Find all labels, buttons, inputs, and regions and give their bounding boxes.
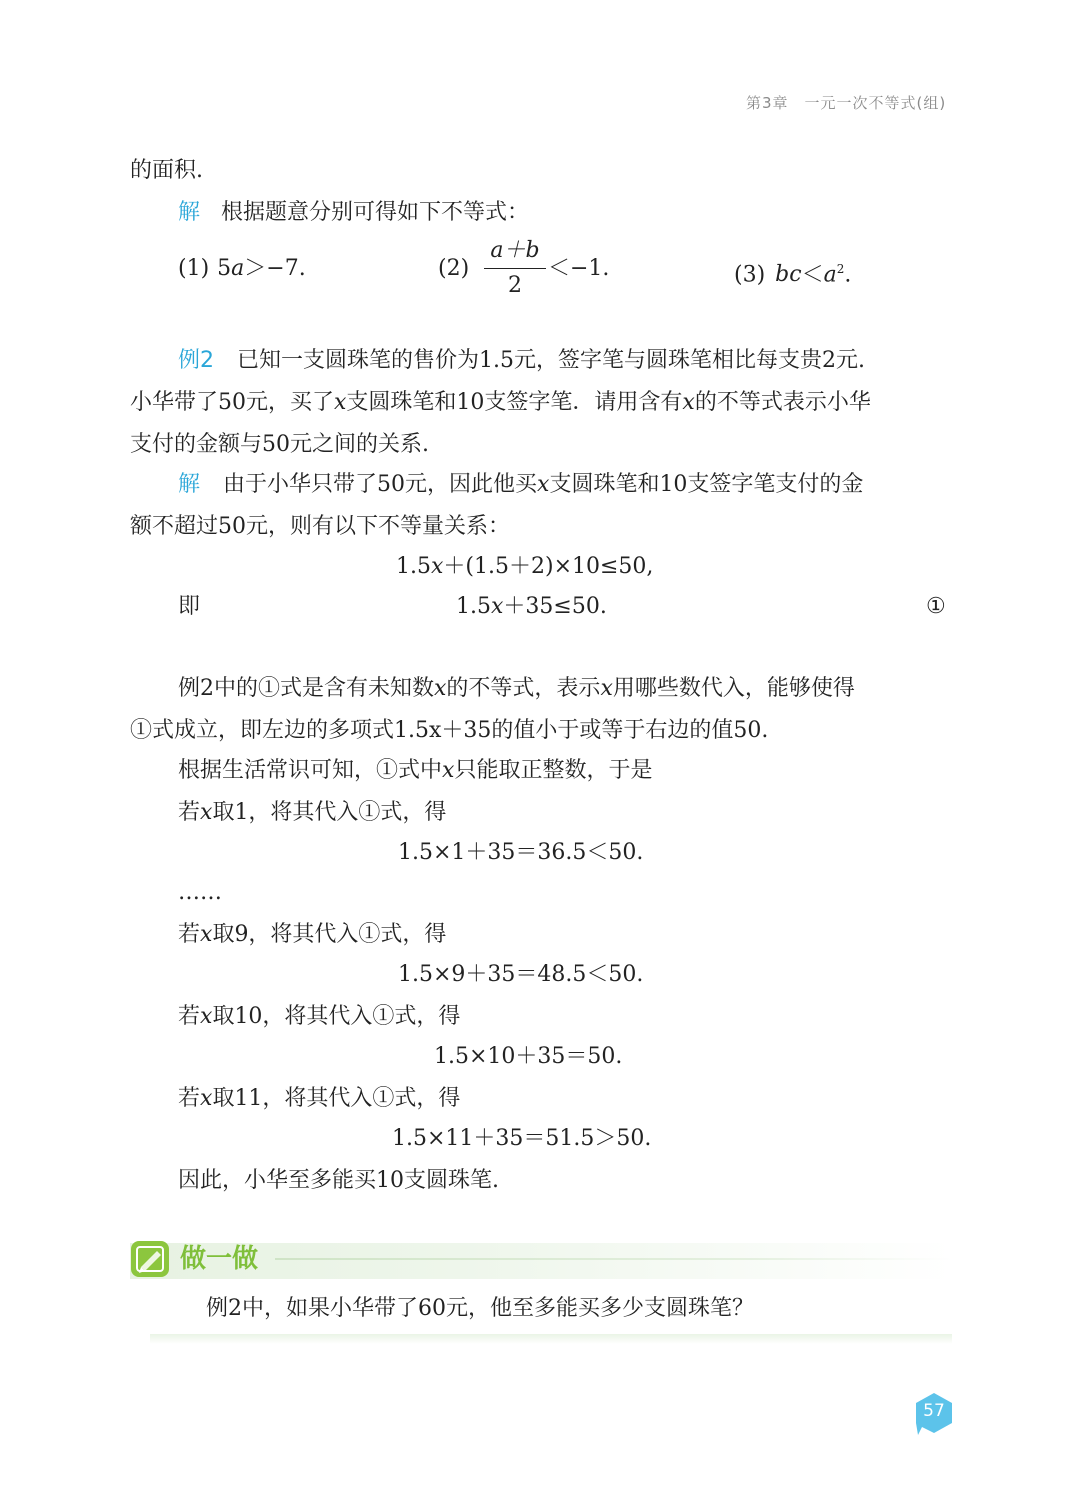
- solution-1: [178, 198, 529, 228]
- chapter-header: 第3章 一元一次不等式(组): [746, 94, 947, 112]
- equation-1: 1.5x＋(1.5＋2)×10≤50,: [396, 554, 654, 579]
- body-para1: 例2中的①式是含有未知数x的不等式，表示x用哪些数代入，能够使得: [178, 676, 855, 701]
- ellipsis: ……: [178, 880, 222, 905]
- eval-1: 1.5×1＋35＝36.5＜50.: [398, 840, 644, 865]
- case-10: 若x取10，将其代入①式，得: [178, 1004, 461, 1029]
- solution-2-line1: 解 由于小华只带了50元，因此他买x支圆珠笔和10支签字笔支付的金: [178, 472, 864, 497]
- solution-keyword: 解: [178, 200, 201, 225]
- example-keyword: 例2: [178, 348, 214, 373]
- equation-marker: ①: [926, 594, 946, 619]
- inequality-3: (3) $bc<a^2$.: [734, 262, 852, 288]
- activity-title: 做一做: [180, 1244, 259, 1274]
- case-1: 若x取1，将其代入①式，得: [178, 800, 447, 825]
- body-para2: ①式成立，即左边的多项式1.5x＋35的值小于或等于右边的值50.: [130, 718, 769, 743]
- conclusion: 因此，小华至多能买10支圆珠笔.: [178, 1168, 499, 1193]
- example-2-line1: 例2 已知一支圆珠笔的售价为1.5元，签字笔与圆珠笔相比每支贵2元.: [178, 348, 865, 373]
- equation-2: 1.5x＋35≤50.: [456, 594, 607, 619]
- inequality-1: (1) 5a＞−7.: [178, 256, 306, 281]
- ji-label: 即: [178, 594, 201, 619]
- activity-bottom-band: [150, 1334, 952, 1344]
- inequality-2-rest: ＜−1.: [548, 256, 610, 281]
- example-2-line3: 支付的金额与50元之间的关系.: [130, 432, 429, 457]
- line-text: 的面积.: [130, 158, 203, 183]
- fraction: [484, 236, 546, 301]
- case-9: 若x取9，将其代入①式，得: [178, 922, 447, 947]
- fraction-numerator: a＋b: [490, 238, 540, 263]
- body-para3: 根据生活常识可知，①式中x只能取正整数，于是: [178, 758, 653, 783]
- page-number-badge: [912, 1391, 956, 1437]
- eval-9: 1.5×9＋35＝48.5＜50.: [398, 962, 644, 987]
- activity-line: [275, 1258, 952, 1260]
- eval-11: 1.5×11＋35＝51.5＞50.: [392, 1126, 652, 1151]
- eval-10: 1.5×10＋35＝50.: [434, 1044, 623, 1069]
- inequality-2-label: (2): [438, 256, 470, 281]
- solution-keyword: 解: [178, 472, 201, 497]
- activity-question: 例2中，如果小华带了60元，他至多能买多少支圆珠笔？: [206, 1296, 754, 1321]
- case-11: 若x取11，将其代入①式，得: [178, 1086, 461, 1111]
- solution-text: 根据题意分别可得如下不等式：: [221, 200, 530, 225]
- fraction-denominator: 2: [508, 273, 522, 298]
- example-2-line2: 小华带了50元，买了x支圆珠笔和10支签字笔．请用含有x的不等式表示小华: [130, 390, 871, 415]
- page-number: 57: [923, 1401, 945, 1421]
- pencil-ruler-icon: [131, 1241, 169, 1277]
- solution-2-line2: 额不超过50元，则有以下不等量关系：: [130, 514, 510, 539]
